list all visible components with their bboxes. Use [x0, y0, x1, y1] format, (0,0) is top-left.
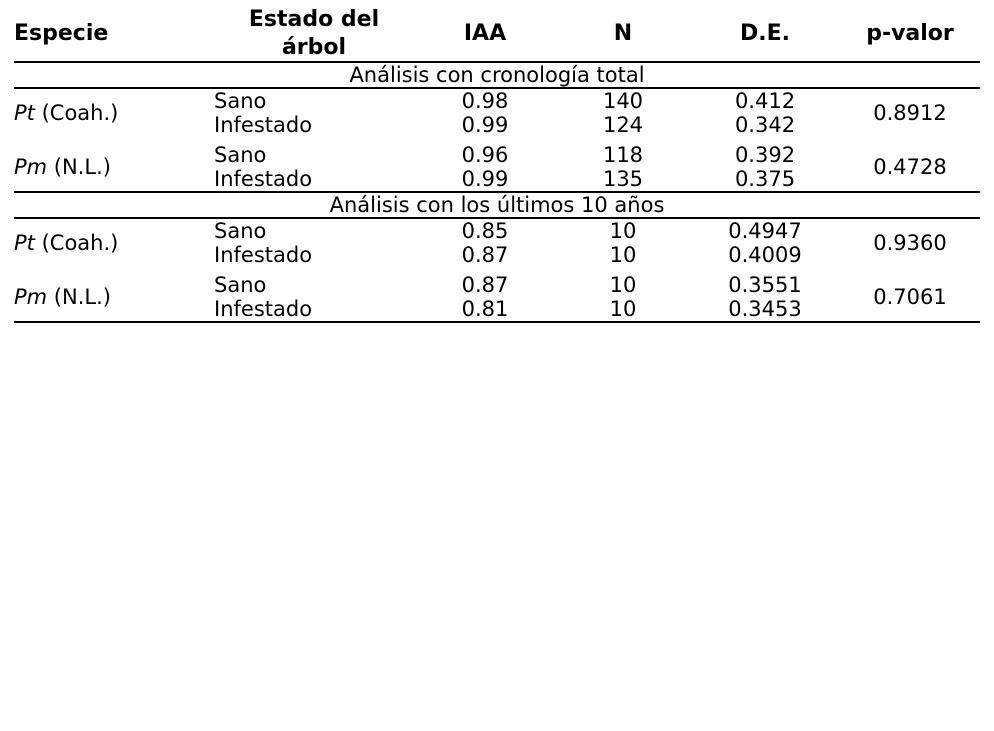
tree-state-cell: Infestado: [214, 297, 313, 321]
table-bottom-rule: [14, 322, 980, 323]
species-cell: [14, 143, 214, 192]
n-cell: 124: [602, 113, 644, 137]
tree-state-cell: Infestado: [214, 243, 313, 267]
species-location: (N.L.): [47, 155, 111, 179]
section-title-row: [14, 62, 980, 88]
column-header-especie: Especie: [14, 20, 109, 46]
de-cell: 0.4947: [690, 218, 840, 243]
iaa-cell: 0.99: [461, 113, 509, 137]
iaa-cell: 0.96: [461, 143, 509, 167]
species-abbreviation: Pm: [14, 155, 48, 179]
de-cell: 0.375: [734, 167, 796, 191]
section-title: Análisis con cronología total: [14, 62, 980, 88]
column-header-p-valor: p-valor: [866, 20, 954, 46]
tree-state-cell: Sano: [214, 218, 414, 243]
tree-state-cell: Infestado: [214, 113, 313, 137]
n-cell: 135: [602, 167, 644, 191]
column-header-de: D.E.: [739, 20, 790, 46]
species-location: (Coah.): [34, 101, 119, 125]
tree-state-cell: Infestado: [214, 167, 313, 191]
de-cell: 0.412: [690, 88, 840, 113]
column-header-n: N: [613, 20, 633, 46]
p-value-cell: 0.7061: [873, 285, 947, 309]
species-cell: [14, 88, 214, 137]
species-cell: [14, 218, 214, 267]
iaa-cell: 0.87: [461, 243, 509, 267]
column-header-iaa: IAA: [463, 20, 507, 46]
de-cell: 0.4009: [728, 243, 802, 267]
species-abbreviation: Pt: [14, 101, 35, 125]
table-row: [14, 143, 980, 167]
column-header-estado-del-arbol: Estado del árbol: [248, 7, 380, 60]
table-row: [14, 88, 980, 113]
n-cell: 10: [609, 273, 637, 297]
species-abbreviation: Pt: [14, 231, 35, 255]
p-value-cell: 0.4728: [873, 155, 947, 179]
iaa-cell: 0.81: [461, 297, 509, 321]
n-cell: 10: [556, 218, 690, 243]
de-cell: 0.392: [734, 143, 796, 167]
de-cell: 0.342: [734, 113, 796, 137]
iaa-cell: 0.85: [414, 218, 556, 243]
n-cell: 10: [609, 243, 637, 267]
species-location: (Coah.): [34, 231, 119, 255]
n-cell: 10: [609, 297, 637, 321]
p-value-cell: 0.8912: [840, 88, 980, 137]
iaa-cell: 0.87: [461, 273, 509, 297]
iaa-cell: 0.99: [461, 167, 509, 191]
species-cell: [14, 273, 214, 322]
table-row: [14, 218, 980, 243]
p-value-cell: 0.9360: [840, 218, 980, 267]
section-title: Análisis con los últimos 10 años: [14, 192, 980, 218]
tree-state-cell: Sano: [214, 143, 267, 167]
table-bottom-rule-cell: [14, 322, 980, 323]
table-header: [14, 6, 980, 62]
tree-state-cell: Sano: [214, 273, 267, 297]
n-cell: 140: [556, 88, 690, 113]
table-row: [14, 273, 980, 297]
iaa-cell: 0.98: [414, 88, 556, 113]
species-abbreviation: Pm: [14, 285, 48, 309]
statistics-table: [14, 6, 980, 323]
statistics-table-container: [0, 0, 994, 323]
section-title-row: [14, 192, 980, 218]
n-cell: 118: [602, 143, 644, 167]
table-header-row: [14, 6, 980, 62]
de-cell: 0.3453: [728, 297, 802, 321]
tree-state-cell: Sano: [214, 88, 414, 113]
species-location: (N.L.): [47, 285, 111, 309]
table-body: [14, 62, 980, 323]
de-cell: 0.3551: [728, 273, 802, 297]
